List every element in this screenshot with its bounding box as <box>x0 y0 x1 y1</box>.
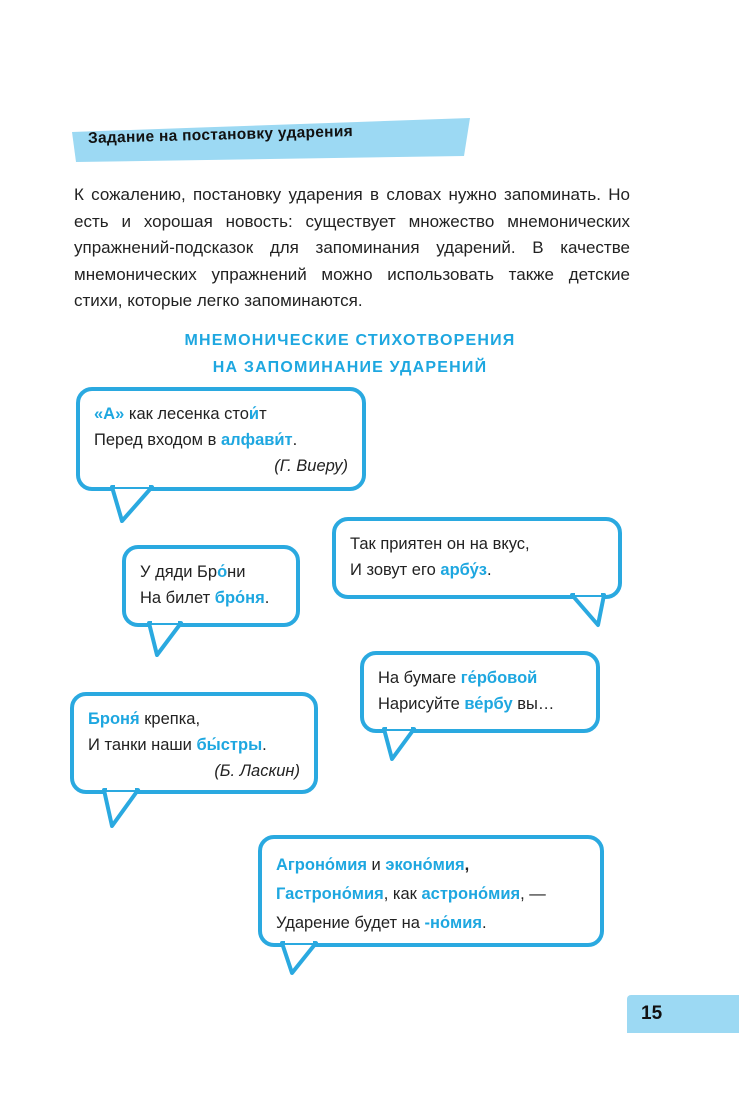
poem-text: , как <box>383 885 422 903</box>
poem-line <box>378 665 582 691</box>
highlight-word: Агроно́мия <box>276 856 367 874</box>
poem-text: , <box>464 856 470 874</box>
poem-bubble-arbuz <box>332 517 622 599</box>
poem-author: (Г. Виеру) <box>274 457 348 475</box>
poem-line <box>140 585 282 611</box>
poem-text: . <box>262 736 267 754</box>
highlight-word: астроно́мия <box>421 885 521 903</box>
poem-author: (Б. Ласкин) <box>214 762 300 780</box>
poem-text: . <box>264 589 270 607</box>
poem-line <box>276 851 586 880</box>
poem-text: крепка, <box>139 710 201 728</box>
highlight-word: «А» <box>94 405 125 423</box>
bubble-tail <box>568 595 618 635</box>
poem-text: И танки наши <box>88 736 197 754</box>
highlight-word: бы́стры <box>196 736 263 754</box>
poem-text: Нарисуйте <box>378 695 465 713</box>
poem-line <box>350 557 604 583</box>
poem-line <box>88 732 300 758</box>
poem-bubble-tanks <box>70 692 318 794</box>
poem-line <box>378 691 582 717</box>
highlight-word: Броня́ <box>88 710 140 728</box>
poem-text: вы… <box>512 695 555 713</box>
poem-bubble-bronya <box>122 545 300 627</box>
poem-line <box>88 706 300 732</box>
poem-line <box>276 909 586 938</box>
highlight-word: эконо́мия <box>385 856 465 874</box>
bubble-tail <box>108 487 168 527</box>
poem-text: На бумаге <box>378 669 461 687</box>
poem-text: т <box>259 405 267 423</box>
poem-text: ни <box>227 563 246 581</box>
highlight-word: бро́ня <box>214 589 265 607</box>
page-number: 15 <box>641 1003 663 1024</box>
section-title: Задание на постановку ударения <box>87 123 354 147</box>
poem-text: Ударение будет на <box>276 914 425 932</box>
poem-line: Так приятен он на вкус, <box>350 535 530 553</box>
stress-letter: и́ <box>248 405 260 423</box>
poem-text: , — <box>520 885 546 903</box>
intro-paragraph: К сожалению, постановку ударения в словах нужно запоминать. Но есть и хорошая новость: существует множество мнемонических упражнений-подсказок для запоминания ударений. В качестве мнемонических упражнений можно использовать также детские стихи, которые легко запоминаются. <box>74 185 630 310</box>
poem-bubble-alphabet <box>76 387 366 491</box>
highlight-word: -но́мия <box>424 914 483 932</box>
heading-line-1: МНЕМОНИЧЕСКИЕ СТИХОТВОРЕНИЯ <box>184 332 516 349</box>
highlight-word: алфави́т <box>220 431 293 449</box>
poem-bubble-verba <box>360 651 600 733</box>
highlight-word: ве́рбу <box>464 695 513 713</box>
poem-line <box>140 559 282 585</box>
poem-text: У дяди Бр <box>140 563 218 581</box>
highlight-word: ге́рбовой <box>460 669 538 687</box>
stress-letter: о́ <box>217 563 228 581</box>
poem-text: . <box>487 561 492 579</box>
bubble-tail <box>278 943 328 987</box>
poem-text: и <box>366 856 386 874</box>
poem-text: Перед входом в <box>94 431 221 449</box>
section-banner <box>72 118 472 162</box>
bubble-tail <box>145 623 195 663</box>
poem-text: как лесенка сто <box>124 405 249 423</box>
page-number-tab <box>627 995 739 1033</box>
bubble-tail <box>380 729 430 769</box>
poem-bubble-nomiya <box>258 835 604 947</box>
poem-line <box>94 427 348 453</box>
poem-text: . <box>292 431 298 449</box>
highlight-word: арбу́з <box>440 561 487 579</box>
poem-line <box>276 880 586 909</box>
bubble-tail <box>100 790 150 834</box>
poem-line <box>94 401 348 427</box>
poem-text: На билет <box>140 589 215 607</box>
heading-line-2: НА ЗАПОМИНАНИЕ УДАРЕНИЙ <box>212 359 488 376</box>
poem-text: И зовут его <box>350 561 441 579</box>
highlight-word: Гастроно́мия <box>276 885 384 903</box>
poem-text: . <box>482 914 487 932</box>
